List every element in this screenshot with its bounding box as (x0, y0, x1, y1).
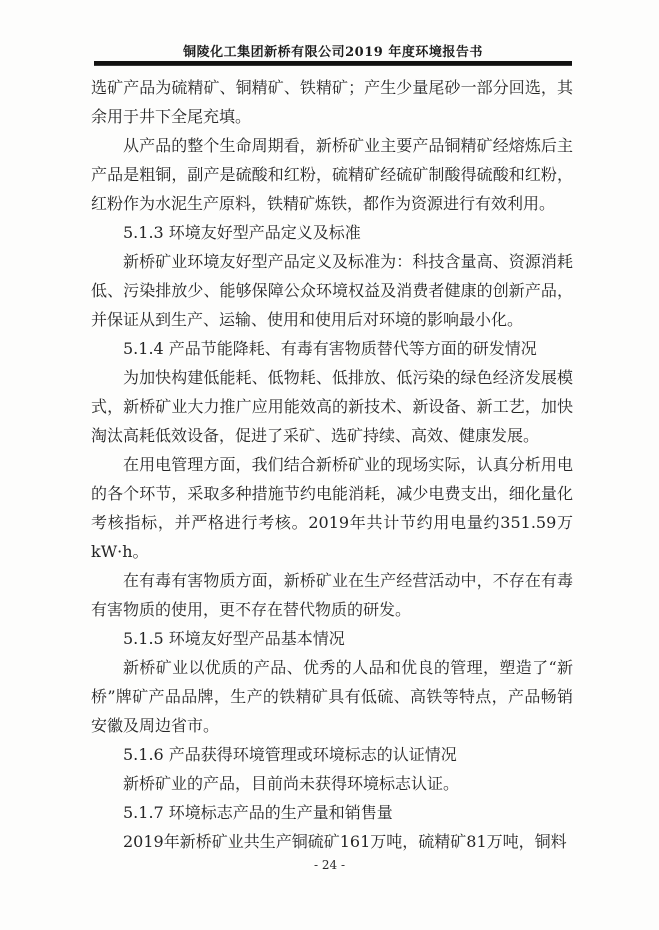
paragraph-product-lifecycle: 从产品的整个生命周期看，新桥矿业主要产品铜精矿经熔炼后主产品是粗铜，副产是硫酸和红粉，硫精矿经硫矿制酸得硫酸和红粉，红粉作为水泥生产原料，铁精矿炼铁，都作为资源进行有效利用。 (91, 136, 573, 213)
header-divider-rule (94, 61, 572, 66)
paragraph-production-volume: 2019年新桥矿业共生产铜硫矿161万吨，硫精矿81万吨，铜料 (123, 832, 567, 851)
page-number: - 24 - (313, 858, 345, 872)
section-heading-5-1-4: 5.1.4 产品节能降耗、有毒有害物质替代等方面的研发情况 (123, 339, 537, 358)
section-heading-5-1-7: 5.1.7 环境标志产品的生产量和销售量 (123, 803, 393, 822)
paragraph-toxic-substances: 在有毒有害物质方面，新桥矿业在生产经营活动中，不存在有毒有害物质的使用，更不存在替代物质的研发。 (91, 571, 573, 619)
paragraph-eco-product-definition: 新桥矿业环境友好型产品定义及标准为：科技含量高、资源消耗低、污染排放少、能够保障公众环境权益及消费者健康的创新产品，并保证从到生产、运输、使用和使用后对环境的影响最小化。 (91, 252, 573, 329)
paragraph-brand-quality: 新桥矿业以优质的产品、优秀的人品和优良的管理，塑造了“新桥”牌矿产品品牌，生产的铁精矿具有低硫、高铁等特点，产品畅销安徽及周边省市。 (91, 658, 573, 735)
document-body (91, 73, 573, 856)
paragraph-electricity-management: 在用电管理方面，我们结合新桥矿业的现场实际，认真分析用电的各个环节，采取多种措施节约电能消耗，减少电费支出，细化量化考核指标，并严格进行考核。2019年共计节约用电量约351.59万kW·h。 (91, 455, 573, 561)
paragraph-certification-status: 新桥矿业的产品，目前尚未获得环境标志认证。 (123, 774, 460, 793)
section-heading-5-1-3: 5.1.3 环境友好型产品定义及标准 (123, 223, 361, 242)
report-header-title: 铜陵化工集团新桥有限公司2019 年度环境报告书 (183, 45, 483, 60)
page-footer (0, 858, 659, 872)
section-heading-5-1-6: 5.1.6 产品获得环境管理或环境标志的认证情况 (123, 745, 457, 764)
paragraph-continuation: 选矿产品为硫精矿、铜精矿、铁精矿；产生少量尾砂一部分回选，其余用于井下全尾充填。 (91, 78, 573, 126)
paragraph-energy-saving-rnd: 为加快构建低能耗、低物耗、低排放、低污染的绿色经济发展模式，新桥矿业大力推广应用能效高的新技术、新设备、新工艺，加快淘汰高耗低效设备，促进了采矿、选矿持续、高效、健康发展。 (91, 368, 573, 445)
section-heading-5-1-5: 5.1.5 环境友好型产品基本情况 (123, 629, 345, 648)
